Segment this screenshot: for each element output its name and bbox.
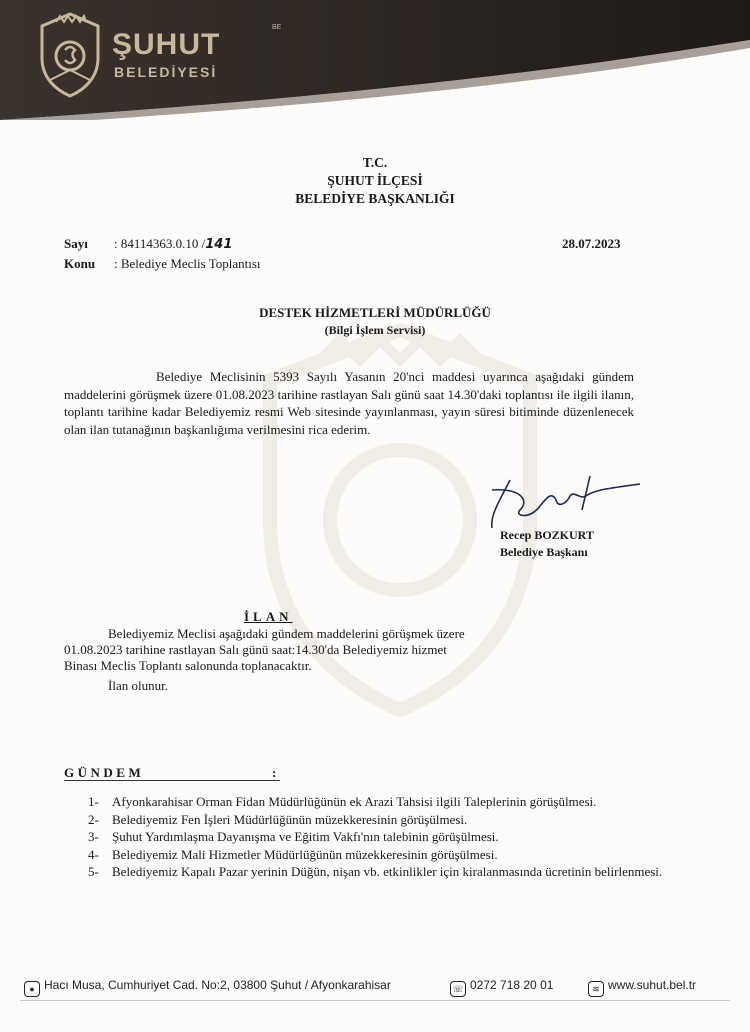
brand-small-text: BE [272, 24, 282, 31]
konu-label: Konu [64, 256, 96, 271]
reference-number [64, 236, 232, 252]
agenda-item-number: 5- [88, 864, 99, 879]
municipality-emblem-icon [32, 10, 108, 100]
subject [64, 256, 261, 272]
phone-icon: ☏ [450, 981, 466, 997]
agenda-item-number: 3- [88, 829, 99, 844]
org-line-tc: T.C. [362, 155, 388, 170]
municipality-logo [32, 10, 332, 100]
agenda-item [88, 811, 688, 829]
agenda-item-number: 4- [88, 846, 99, 862]
document-date: 28.07.2023 [562, 236, 621, 251]
footer-phone [450, 978, 553, 997]
agenda-item [88, 793, 688, 811]
agenda-item [88, 863, 688, 881]
recipient-department: DESTEK HİZMETLERİ MÜDÜRLÜĞÜ [259, 305, 491, 320]
ilan-line: Binası Meclis Toplantı salonunda toplanacaktır. [64, 658, 312, 673]
sayi-label: Sayı [64, 236, 88, 251]
letterhead-header [0, 0, 750, 120]
agenda-item-text: Belediyemiz Mali Hizmetler Müdürlüğünün müzekkeresinin görüşülmesi. [112, 846, 498, 862]
footer-address-text: Hacı Musa, Cumhuriyet Cad. No:2, 03800 Şuhut / Afyonkarahisar [44, 978, 391, 992]
ilan-line: 01.08.2023 tarihine rastlayan Salı günü saat:14.30'da Belediyemiz hizmet [64, 642, 447, 657]
agenda-underline [64, 780, 280, 781]
agenda-colon: : [272, 765, 277, 780]
web-icon: ≋ [588, 981, 604, 997]
signatory-title: Belediye Başkanı [500, 545, 588, 559]
agenda-item [88, 846, 688, 864]
agenda-item-number: 2- [88, 811, 99, 827]
footer-phone-text: 0272 718 20 01 [470, 978, 554, 992]
recipient-service: (Bilgi İşlem Servisi) [324, 323, 426, 337]
agenda-item-text: Belediyemiz Fen İşleri Müdürlüğünün müzekkeresinin görüşülmesi. [112, 811, 468, 827]
agenda-item [88, 828, 688, 846]
letterhead-footer [0, 970, 750, 1032]
konu-value: : Belediye Meclis Toplantısı [114, 256, 261, 271]
ilan-closing: İlan olunur. [108, 678, 168, 693]
ilan-line: Belediyemiz Meclisi aşağıdaki gündem maddelerini görüşmek üzere [108, 626, 465, 641]
org-line-office: BELEDİYE BAŞKANLIĞI [295, 191, 455, 206]
footer-address [24, 978, 391, 997]
sayi-handwritten: 141 [205, 237, 233, 252]
ilan-title: İLAN [244, 609, 293, 624]
agenda-item-text: Afyonkarahisar Orman Fidan Müdürlüğünün ek Arazi Tahsisi ilgili Taleplerinin görüşülmesi. [112, 794, 597, 809]
footer-divider [20, 1000, 730, 1001]
location-icon: ● [24, 981, 40, 997]
agenda-title: GÜNDEM [64, 765, 145, 780]
brand-subtitle: BELEDİYESİ [114, 64, 218, 80]
footer-web[interactable] [588, 978, 696, 997]
footer-web-text[interactable]: www.suhut.bel.tr [608, 978, 697, 992]
agenda-item-number: 1- [88, 794, 99, 809]
body-paragraph: Belediye Meclisinin 5393 Sayılı Yasanın 20'nci maddesi uyarınca aşağıdaki gündem maddelerini görüşmek üzere 01.08.2023 tarihine rastlayan Salı günü saat 14.30'daki toplantısı ile ilgili ilanın, toplantı tarihine kadar Belediyemiz resmi Web sitesinde yayınlanması, yayın süresi bitiminde düzenlenecek olan ilan tutanağının başkanlığıma verilmesini rica ederim. [64, 369, 634, 437]
sayi-value: : 84114363.0.10 / [114, 236, 206, 251]
agenda-list [88, 793, 688, 881]
agenda-item-text: Şuhut Yardımlaşma Dayanışma ve Eğitim Vakfı'nın talebinin görüşülmesi. [112, 829, 499, 844]
brand-name: ŞUHUT [112, 28, 221, 61]
signatory-name: Recep BOZKURT [500, 528, 594, 542]
agenda-item-text: Belediyemiz Kapalı Pazar yerinin Düğün, nişan vb. etkinlikler için kiralanmasında ücretinin belirlenmesi. [112, 864, 663, 879]
org-line-district: ŞUHUT İLÇESİ [327, 173, 423, 188]
